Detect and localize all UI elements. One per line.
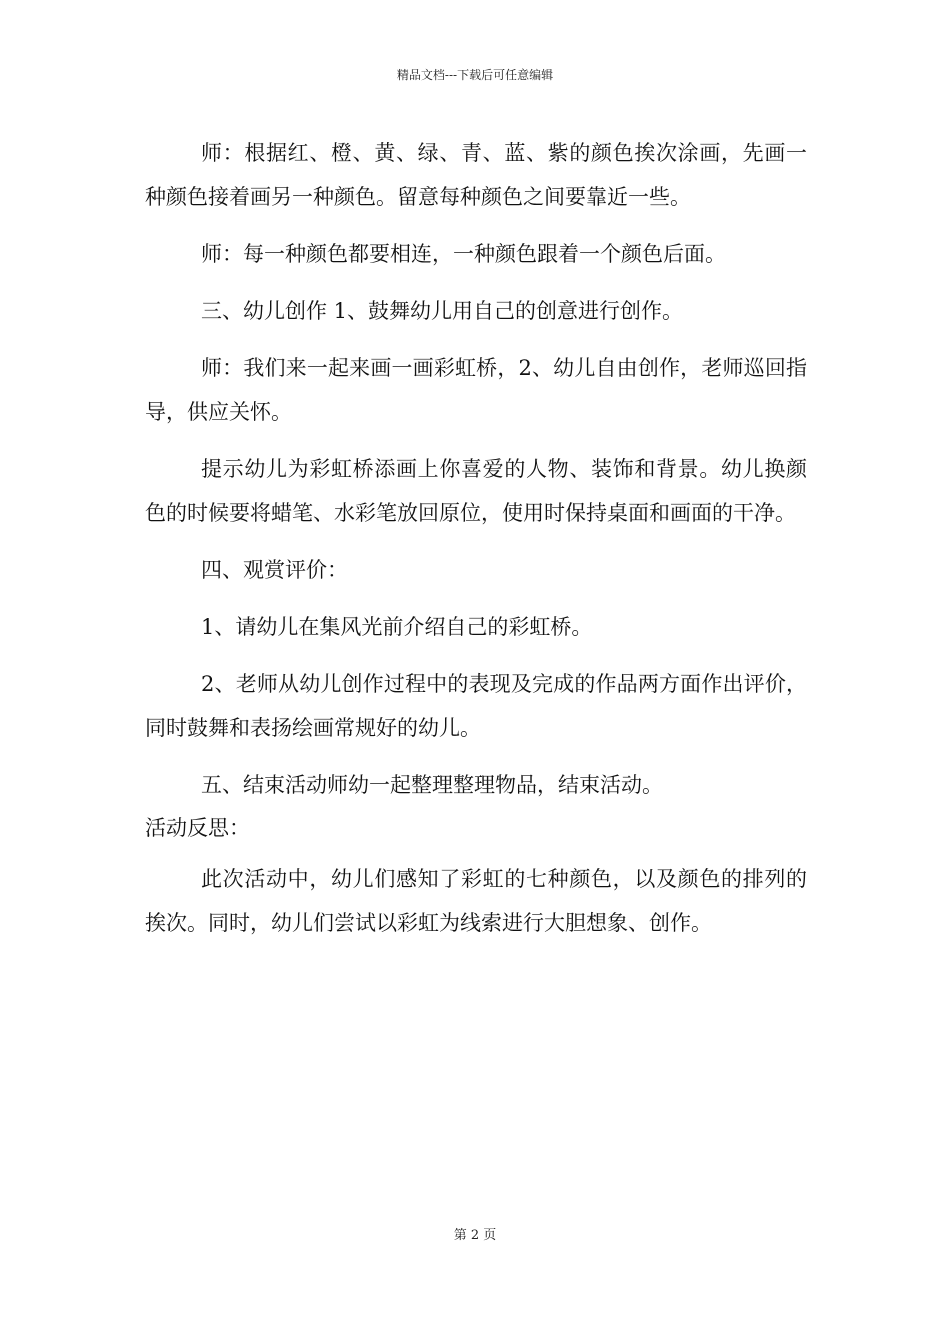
paragraph-11: 此次活动中，幼儿们感知了彩虹的七种颜色，以及颜色的排列的挨次。同时，幼儿们尝试以彩虹为线索进行大胆想象、创作。: [145, 867, 807, 935]
paragraph-9: 五、结束活动师幼一起整理整理物品，结束活动。: [201, 773, 663, 797]
paragraph-7: 1、请幼儿在集风光前介绍自己的彩虹桥。: [201, 615, 593, 639]
paragraph-8: 2、老师从幼儿创作过程中的表现及完成的作品两方面作出评价，同时鼓舞和表扬绘画常规好的幼儿。: [145, 672, 807, 740]
paragraph-10: 活动反思：: [145, 816, 250, 840]
paragraph-5: 提示幼儿为彩虹桥添画上你喜爱的人物、装饰和背景。幼儿换颜色的时候要将蜡笔、水彩笔放回原位，使用时保持桌面和画面的干净。: [145, 457, 807, 525]
paragraph-6: 四、观赏评价：: [201, 558, 348, 582]
page-number: 第 2 页: [453, 1228, 497, 1243]
document-body: [145, 131, 807, 958]
paragraph-4: 师：我们来一起来画一画彩虹桥，2、幼儿自由创作，老师巡回指导，供应关怀。: [145, 356, 807, 424]
paragraph-1: 师：根据红、橙、黄、绿、青、蓝、紫的颜色挨次涂画，先画一种颜色接着画另一种颜色。留意每种颜色之间要靠近一些。: [145, 141, 807, 209]
page-header: 精品文档---下载后可任意编辑: [396, 68, 554, 82]
paragraph-3: 三、幼儿创作 1、鼓舞幼儿用自己的创意进行创作。: [201, 299, 684, 323]
paragraph-2: 师：每一种颜色都要相连，一种颜色跟着一个颜色后面。: [201, 242, 726, 266]
